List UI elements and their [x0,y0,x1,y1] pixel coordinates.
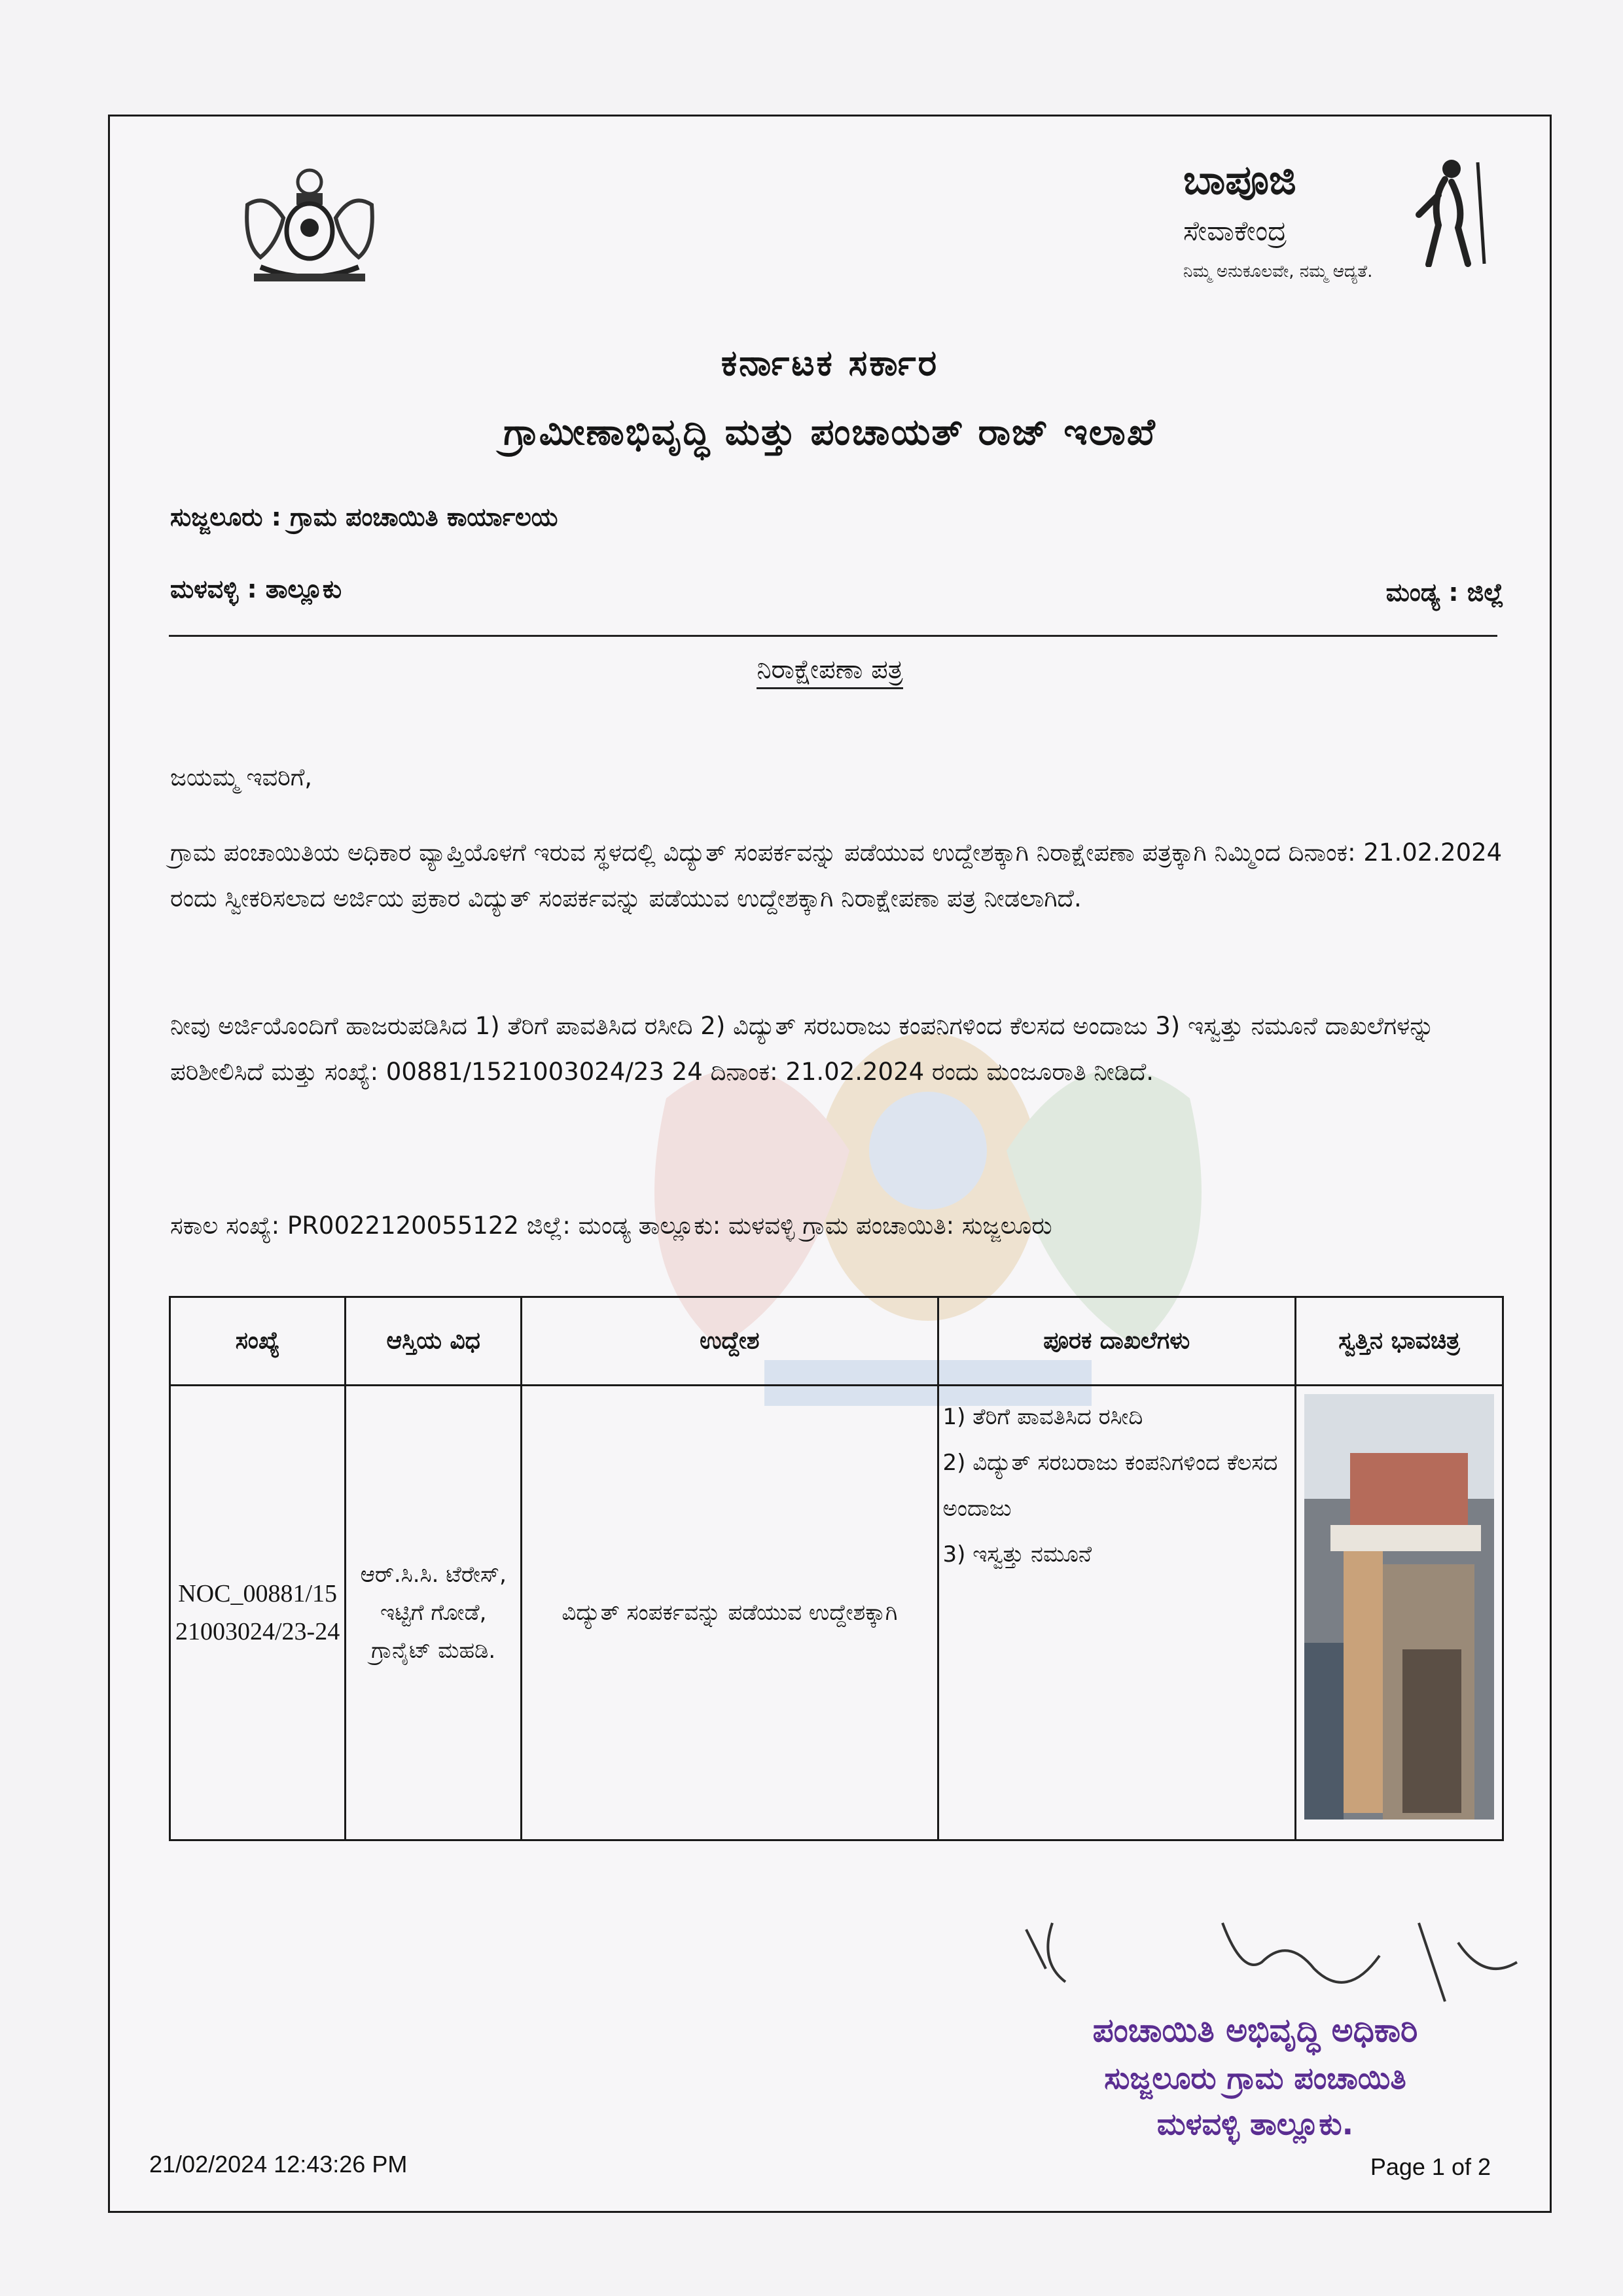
bapuji-seva-kendra-logo [1183,156,1524,306]
district-location: ಮಂಡ್ಯ : ಜಿಲ್ಲೆ [1385,578,1504,607]
department-heading: ಗ್ರಾಮೀಣಾಭಿವೃದ್ಧಿ ಮತ್ತು ಪಂಚಾಯತ್ ರಾಜ್ ಇಲಾಖೆ [503,411,1156,454]
property-type: ಆರ್.ಸಿ.ಸಿ. ಟೆರೇಸ್, ಇಟ್ಟಿಗೆ ಗೋಡೆ, ಗ್ರಾನೈಟ್ ಮಹಡಿ. [346,1386,522,1840]
government-heading: ಕರ್ನಾಟಕ ಸರ್ಕಾರ [721,342,939,384]
document-item: 3) ಇಸ್ವತ್ತು ನಮೂನೆ [942,1541,1092,1568]
stamp-taluk: ಮಳವಳ್ಳಿ ತಾಲ್ಲೂಕು. [1156,2106,1354,2142]
header-number: ಸಂಖ್ಯೆ [170,1297,346,1386]
logo-subtitle: ಸೇವಾಕೇಂದ್ರ [1183,215,1287,247]
sakala-number: ಸಕಾಲ ಸಂಖ್ಯೆ: PR0022120055122 ಜಿಲ್ಲೆ: ಮಂಡ್ಯ ತಾಲ್ಲೂಕು: ಮಳವಳ್ಳಿ ಗ್ರಾಮ ಪಂಚಾಯಿತಿ: ಸುಜ್ಜಲೂರು [170,1211,1052,1240]
header-property-photo: ಸ್ವತ್ತಿನ ಭಾವಚಿತ್ರ [1295,1297,1503,1386]
property-photo [1304,1394,1494,1820]
noc-number: NOC_00881/1521003024/23-24 [170,1386,346,1840]
purpose: ವಿದ್ಯುತ್ ಸಂಪರ್ಕವನ್ನು ಪಡೆಯುವ ಉದ್ದೇಶಕ್ಕಾಗಿ [522,1386,938,1840]
logo-tagline: ನಿಮ್ಮ ಅನುಕೂಲವೇ, ನಮ್ಮ ಆದ್ಯತೆ. [1183,262,1373,281]
gandhi-figure-icon [1399,156,1497,267]
print-timestamp: 21/02/2024 12:43:26 PM [149,2151,408,2178]
paragraph-approval: ನೀವು ಅರ್ಜಿಯೊಂದಿಗೆ ಹಾಜರುಪಡಿಸಿದ 1) ತೆರಿಗೆ ಪಾವತಿಸಿದ ರಸೀದಿ 2) ವಿದ್ಯುತ್ ಸರಬರಾಜು ಕಂಪನಿಗಳಿಂದ ಕೆಲಸದ ಅಂದಾಜು 3) ಇಸ್ವತ್ತು ನಮೂನೆ ದಾಖಲೆಗಳನ್ನು ಪರಿಶೀಲಿಸಿದೆ ಮತ್ತು ಸಂಖ್ಯೆ: 00881/1521003024/23 24 ದಿನಾಂಕ: 21.02.2024 ರಂದು ಮಂಜೂರಾತಿ ನೀಡಿದೆ. [170,1012,1435,1086]
noc-details-table [169,1296,1504,1841]
table-row [170,1386,1503,1840]
header-property-type: ಆಸ್ತಿಯ ವಿಧ [346,1297,522,1386]
table-header-row [170,1297,1503,1386]
taluk-location: ಮಳವಳ್ಳಿ : ತಾಲ್ಲೂಕು [170,575,342,603]
header-purpose: ಉದ್ದೇಶ [522,1297,938,1386]
document-frame [108,115,1552,2213]
document-item: 2) ವಿದ್ಯುತ್ ಸರಬರಾಜು ಕಂಪನಿಗಳಿಂದ ಕೆಲಸದ ಅಂದಾಜು [942,1450,1278,1522]
header-divider [169,635,1497,637]
page-number: Page 1 of 2 [1370,2153,1491,2180]
salutation: ಜಯಮ್ಮ ಇವರಿಗೆ, [170,763,313,791]
property-photo-cell [1295,1386,1503,1840]
document-item: 1) ತೆರಿಗೆ ಪಾವತಿಸಿದ ರಸೀದಿ [942,1404,1143,1430]
supporting-documents [938,1386,1295,1840]
office-location: ಸುಜ್ಜಲೂರು : ಗ್ರಾಮ ಪಂಚಾಯಿತಿ ಕಾರ್ಯಾಲಯ [170,503,558,531]
paragraph-intro: ಗ್ರಾಮ ಪಂಚಾಯಿತಿಯ ಅಧಿಕಾರ ವ್ಯಾಪ್ತಿಯೊಳಗೆ ಇರುವ ಸ್ಥಳದಲ್ಲಿ ವಿದ್ಯುತ್ ಸಂಪರ್ಕವನ್ನು ಪಡೆಯುವ ಉದ್ದೇಶಕ್ಕಾಗಿ ನಿರಾಕ್ಷೇಪಣಾ ಪತ್ರಕ್ಕಾಗಿ ನಿಮ್ಮಿಂದ ದಿನಾಂಕ: 21.02.2024 ರಂದು ಸ್ವೀಕರಿಸಲಾದ ಅರ್ಜಿಯ ಪ್ರಕಾರ ವಿದ್ಯುತ್ ಸಂಪರ್ಕವನ್ನು ಪಡೆಯುವ ಉದ್ದೇಶಕ್ಕಾಗಿ ನಿರಾಕ್ಷೇಪಣಾ ಪತ್ರ ನೀಡಲಾಗಿದೆ. [170,838,1503,912]
document-title [110,655,1550,685]
document-title-text: ನಿರಾಕ್ಷೇಪಣಾ ಪತ್ರ [757,655,902,689]
stamp-panchayat: ಸುಜ್ಜಲೂರು ಗ್ರಾಮ ಪಂಚಾಯಿತಿ [1104,2060,1406,2096]
logo-title: ಬಾಪೂಜಿ [1183,156,1296,204]
header-supporting-documents: ಪೂರಕ ದಾಖಲೆಗಳು [938,1297,1295,1386]
stamp-designation: ಪಂಚಾಯಿತಿ ಅಭಿವೃದ್ಧಿ ಅಧಿಕಾರಿ [1092,2011,1418,2049]
karnataka-emblem-icon [234,159,385,290]
